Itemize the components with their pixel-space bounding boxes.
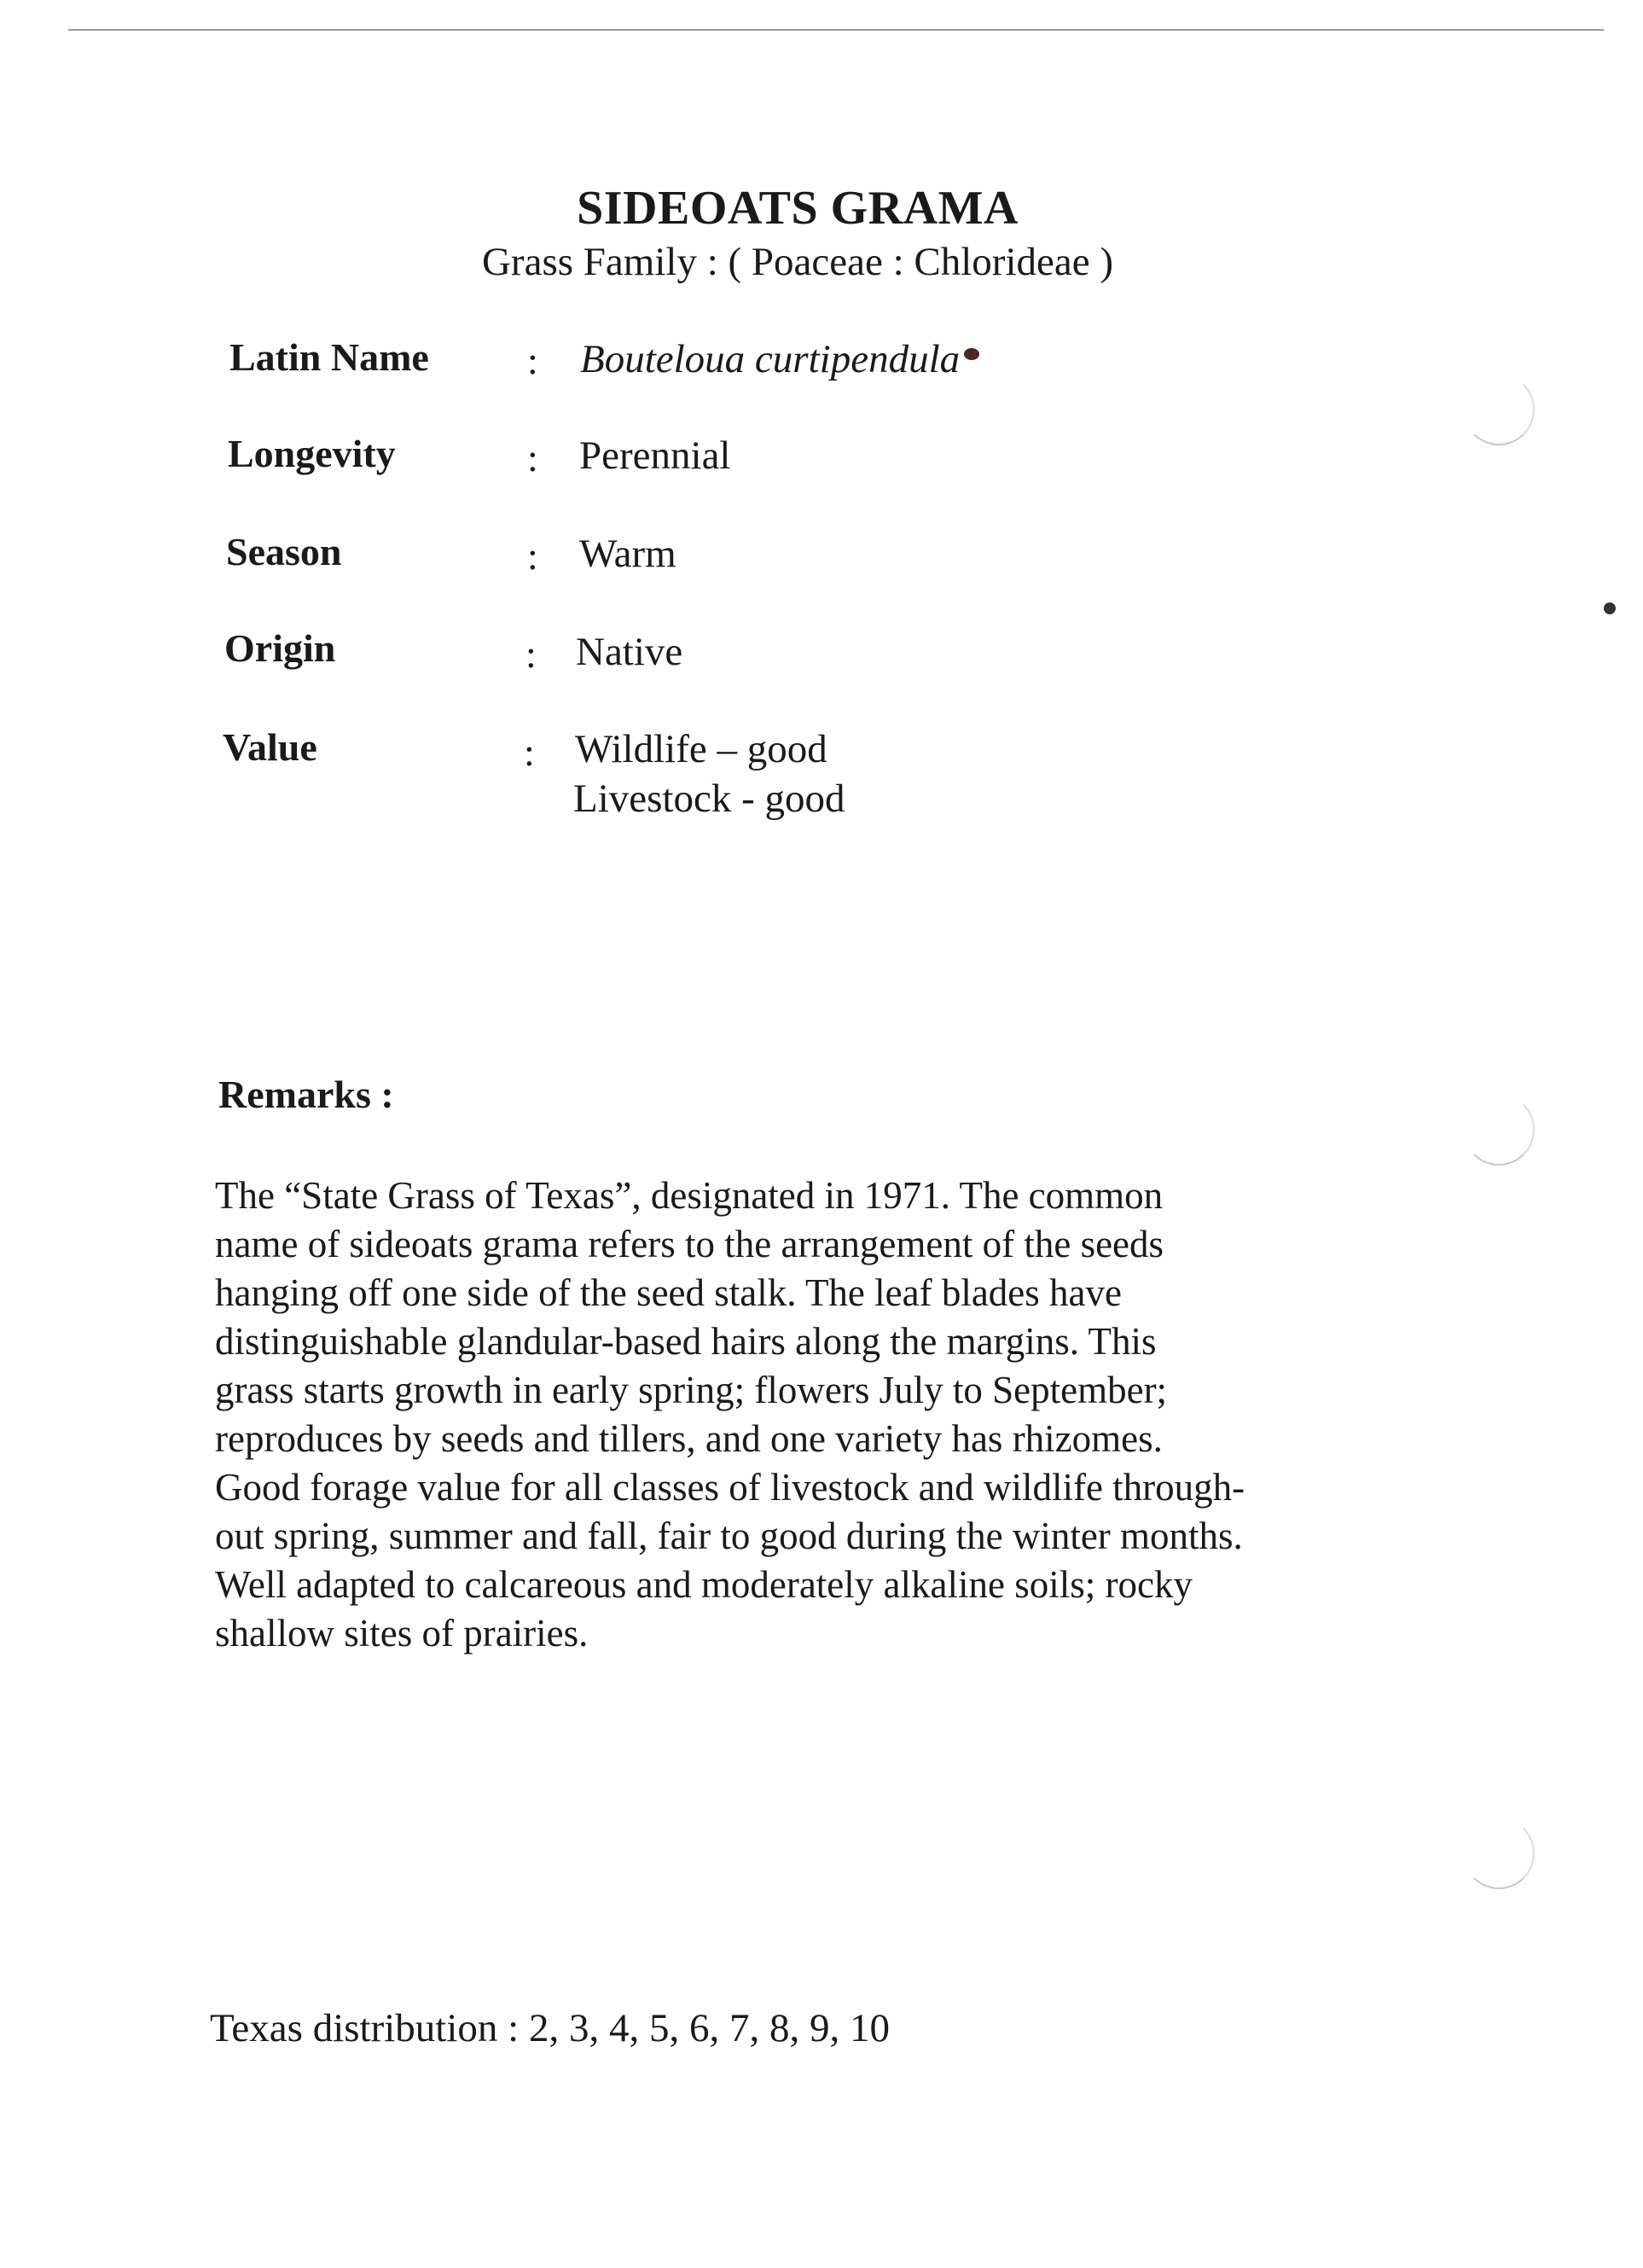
field-value-wildlife: Wildlife – good [575,727,827,771]
remarks-line: hanging off one side of the seed stalk. The leaf blades have [215,1271,1122,1314]
ink-speck [1604,602,1616,614]
field-colon: : [527,534,538,578]
field-value-livestock: Livestock - good [573,776,845,821]
punch-hole-mark [1463,374,1535,445]
field-colon: : [524,730,535,774]
remarks-line: The “State Grass of Texas”, designated in 1971. The common [215,1174,1164,1217]
remarks-line: reproduces by seeds and tillers, and one variety has rhizomes. [215,1417,1163,1460]
top-rule [68,29,1604,31]
punch-hole-mark [1463,1817,1535,1889]
field-value-latin-name: Bouteloua curtipendula [580,337,961,381]
field-value-origin: Native [576,630,683,674]
field-label-season: Season [226,530,342,573]
field-colon: : [525,632,537,676]
field-colon: : [527,339,538,382]
remarks-line: Well adapted to calcareous and moderately alkaline soils; rocky [215,1563,1193,1606]
remarks-line: grass starts growth in early spring; flowers July to September; [215,1369,1168,1411]
field-label-longevity: Longevity [228,432,396,475]
remarks-body [215,1172,1375,1658]
remarks-line: name of sideoats grama refers to the arrangement of the seeds [215,1223,1164,1265]
field-label-value: Value [223,725,317,769]
remarks-line: Good forage value for all classes of livestock and wildlife through- [215,1466,1245,1509]
field-label-latin-name: Latin Name [229,335,429,379]
remarks-line: out spring, summer and fall, fair to good during the winter months. [215,1515,1243,1557]
field-value-season: Warm [579,532,676,576]
remarks-line: shallow sites of prairies. [215,1612,589,1654]
field-colon: : [527,436,538,480]
remarks-heading: Remarks : [218,1073,394,1116]
ink-speck [964,348,979,360]
field-value-longevity: Perennial [579,433,731,478]
page-subtitle: Grass Family : ( Poaceae : Chlorideae ) [481,240,1114,284]
texas-distribution: Texas distribution : 2, 3, 4, 5, 6, 7, 8, 9, 10 [210,2006,890,2050]
remarks-line: distinguishable glandular-based hairs along the margins. This [215,1320,1157,1363]
punch-hole-mark [1463,1094,1535,1166]
field-label-origin: Origin [224,626,336,670]
page-title: SIDEOATS GRAMA [577,182,1019,235]
